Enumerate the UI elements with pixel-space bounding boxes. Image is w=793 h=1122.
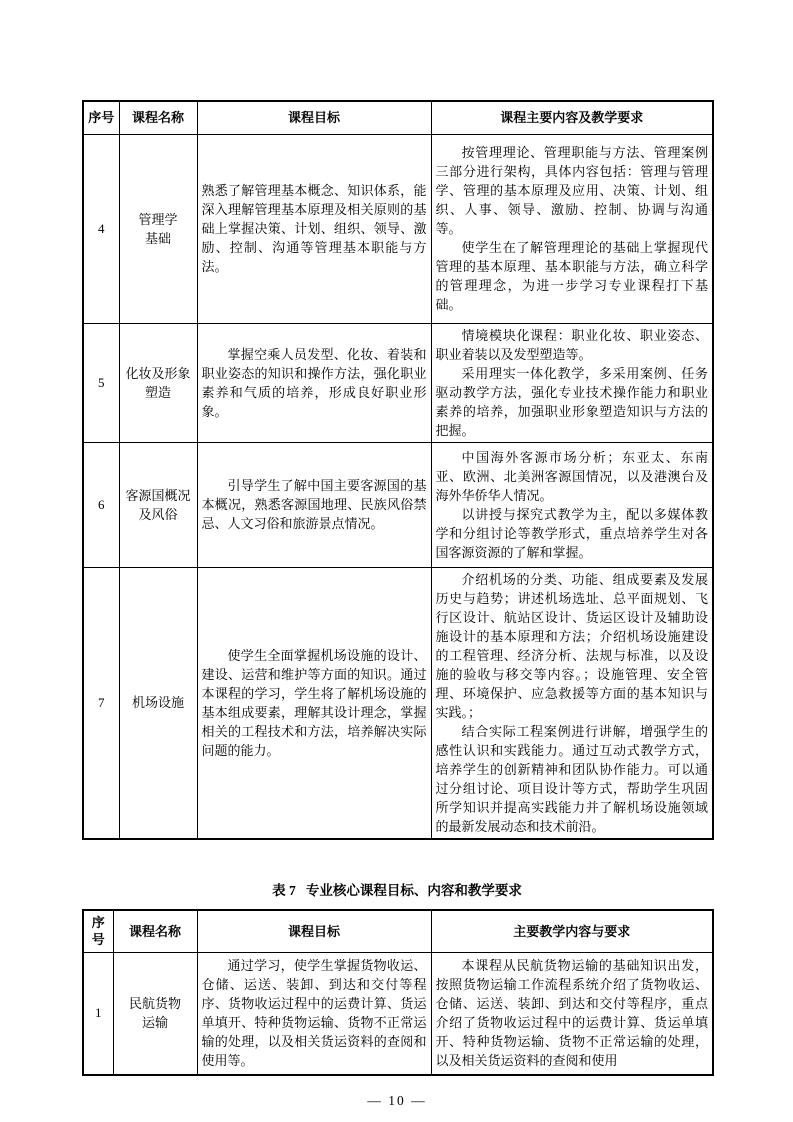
row-number-cell: 4 xyxy=(83,134,119,323)
course-name-cell xyxy=(113,953,197,1075)
course-name-line: 化妆及形象 xyxy=(125,365,191,381)
course-name-cell xyxy=(119,134,197,323)
table-row xyxy=(83,134,713,323)
paragraph: 采用理实一体化教学，多采用案例、任务驱动教学方法，强化专业技术操作能力和职业素养的培养，加强职业形象塑造知识与方法的把握。 xyxy=(435,365,708,438)
course-name-line: 及风俗 xyxy=(138,506,178,522)
header-cell-course-name: 课程名称 xyxy=(113,910,197,953)
course-name-line: 民航货物 xyxy=(128,996,181,1012)
paragraph: 掌握空乘人员发型、化妆、着装和职业姿态的知识和操作方法，强化职业素养和气质的培养，形成良好职业形象。 xyxy=(201,346,427,419)
table1-header-row xyxy=(83,101,713,134)
course-goal-cell xyxy=(197,442,431,567)
header-cell-no: 序号 xyxy=(83,101,119,134)
course-goal-cell xyxy=(197,953,431,1075)
course-name-line: 客源国概况 xyxy=(125,487,191,503)
course-name-line: 基础 xyxy=(144,230,171,246)
paragraph: 介绍机场的分类、功能、组成要素及发展历史与趋势；讲述机场选址、总平面规划、飞行区设计、航站区设计、货运区设计及辅助设施设计的基本原理和方法；介绍机场设施建设的工程管理、经济分析、法规与标准，以及设施的验收与移交等内容。；设施管理、安全管理、环境保护、应急救援等方面的基本知识与实践。； xyxy=(435,571,708,720)
paragraph: 使学生全面掌握机场设施的设计、建设、运营和维护等方面的知识。通过本课程的学习，学生将了解机场设施的基本组成要素，理解其设计理念，掌握相关的工程技术和方法，培养解决实际问题的能力。 xyxy=(201,647,427,758)
course-content-cell xyxy=(431,442,713,567)
row-number-cell: 1 xyxy=(83,953,113,1075)
row-number-cell: 7 xyxy=(83,567,119,839)
course-name-cell xyxy=(119,442,197,567)
header-cell-course-name: 课程名称 xyxy=(119,101,197,134)
course-name-line: 运输 xyxy=(141,1015,168,1031)
paragraph: 使学生在了解管理理论的基础上掌握现代管理的基本原理、基本职能与方法，确立科学的管理理念，为进一步学习专业课程打下基础。 xyxy=(435,240,708,312)
paragraph: 结合实际工程案例进行讲解，增强学生的感性认识和实践能力。通过互动式教学方式，培养学生的创新精神和团队协作能力。可以通过分组讨论、项目设计等方式，帮助学生巩固所学知识并提高实践能力并了解机场设施领域的最新发展动态和技术前沿。 xyxy=(435,723,708,834)
course-content-cell xyxy=(431,567,713,839)
course-content-cell xyxy=(431,953,713,1075)
header-cell-course-goal: 课程目标 xyxy=(197,910,431,953)
header-cell-teaching-content: 主要教学内容与要求 xyxy=(431,910,713,953)
header-cell-no: 序号 xyxy=(83,910,113,953)
table-row xyxy=(83,567,713,839)
course-name-cell xyxy=(119,323,197,442)
page-number: — 10 — xyxy=(367,1092,427,1108)
table-row xyxy=(83,953,713,1075)
paragraph: 引导学生了解中国主要客源国的基本概况，熟悉客源国地理、民族风俗禁忌、人文习俗和旅游景点情况。 xyxy=(201,478,427,531)
paragraph: 以讲授与探究式教学为主，配以多媒体教学和分组讨论等教学形式，重点培养学生对各国客源资源的了解和掌握。 xyxy=(435,506,708,560)
course-content-cell xyxy=(431,134,713,323)
course-goal-cell xyxy=(197,323,431,442)
table-row xyxy=(83,323,713,442)
paragraph: 熟悉了解管理基本概念、知识体系，能深入理解管理基本原理及相关原则的基础上掌握决策、计划、组织、领导、激励、控制、沟通等管理基本职能与方法。 xyxy=(201,183,427,274)
course-goal-cell xyxy=(197,567,431,839)
course-name-line: 机场设施 xyxy=(131,695,184,710)
paragraph: 按管理理论、管理职能与方法、管理案例三部分进行架构，具体内容包括：管理与管理学、管理的基本原理及应用、决策、计划、组织、人事、领导、激励、控制、协调与沟通等。 xyxy=(435,145,708,236)
course-name-line: 塑造 xyxy=(144,384,171,400)
table-row xyxy=(83,442,713,567)
header-cell-course-content: 课程主要内容及教学要求 xyxy=(431,101,713,134)
course-name-line: 管理学 xyxy=(138,211,178,227)
row-number-cell: 6 xyxy=(83,442,119,567)
table2-header-row xyxy=(83,910,713,953)
paragraph: 本课程从民航货物运输的基础知识出发，按照货物运输工作流程系统介绍了货物收运、仓储、运送、装卸、到达和交付等程序，重点介绍了货物收运过程中的运费计算、货运单填开、特种货物运输、货物不正常运输的处理，以及相关货运资料的查阅和使用 xyxy=(435,958,708,1069)
paragraph: 中国海外客源市场分析；东亚太、东南亚、欧洲、北美洲客源国情况，以及港澳台及海外华侨华人情况。 xyxy=(435,449,708,503)
course-goal-cell xyxy=(197,134,431,323)
table7-title: 表 7 专业核心课程目标、内容和教学要求 xyxy=(272,882,522,898)
course-name-cell xyxy=(119,567,197,839)
table-core-courses xyxy=(82,909,714,1076)
header-cell-course-goal: 课程目标 xyxy=(197,101,431,134)
table-basic-courses xyxy=(82,100,714,840)
paragraph: 通过学习，使学生掌握货物收运、仓储、运送、装卸、到达和交付等程序、货物收运过程中的运费计算、货运单填开、特种货物运输、货物不正常运输的处理，以及相关货运资料的查阅和使用等。 xyxy=(201,958,427,1069)
page-content xyxy=(82,100,712,1109)
row-number-cell: 5 xyxy=(83,323,119,442)
paragraph: 情境模块化课程：职业化妆、职业姿态、职业着装以及发型塑造等。 xyxy=(435,327,708,362)
course-content-cell xyxy=(431,323,713,442)
